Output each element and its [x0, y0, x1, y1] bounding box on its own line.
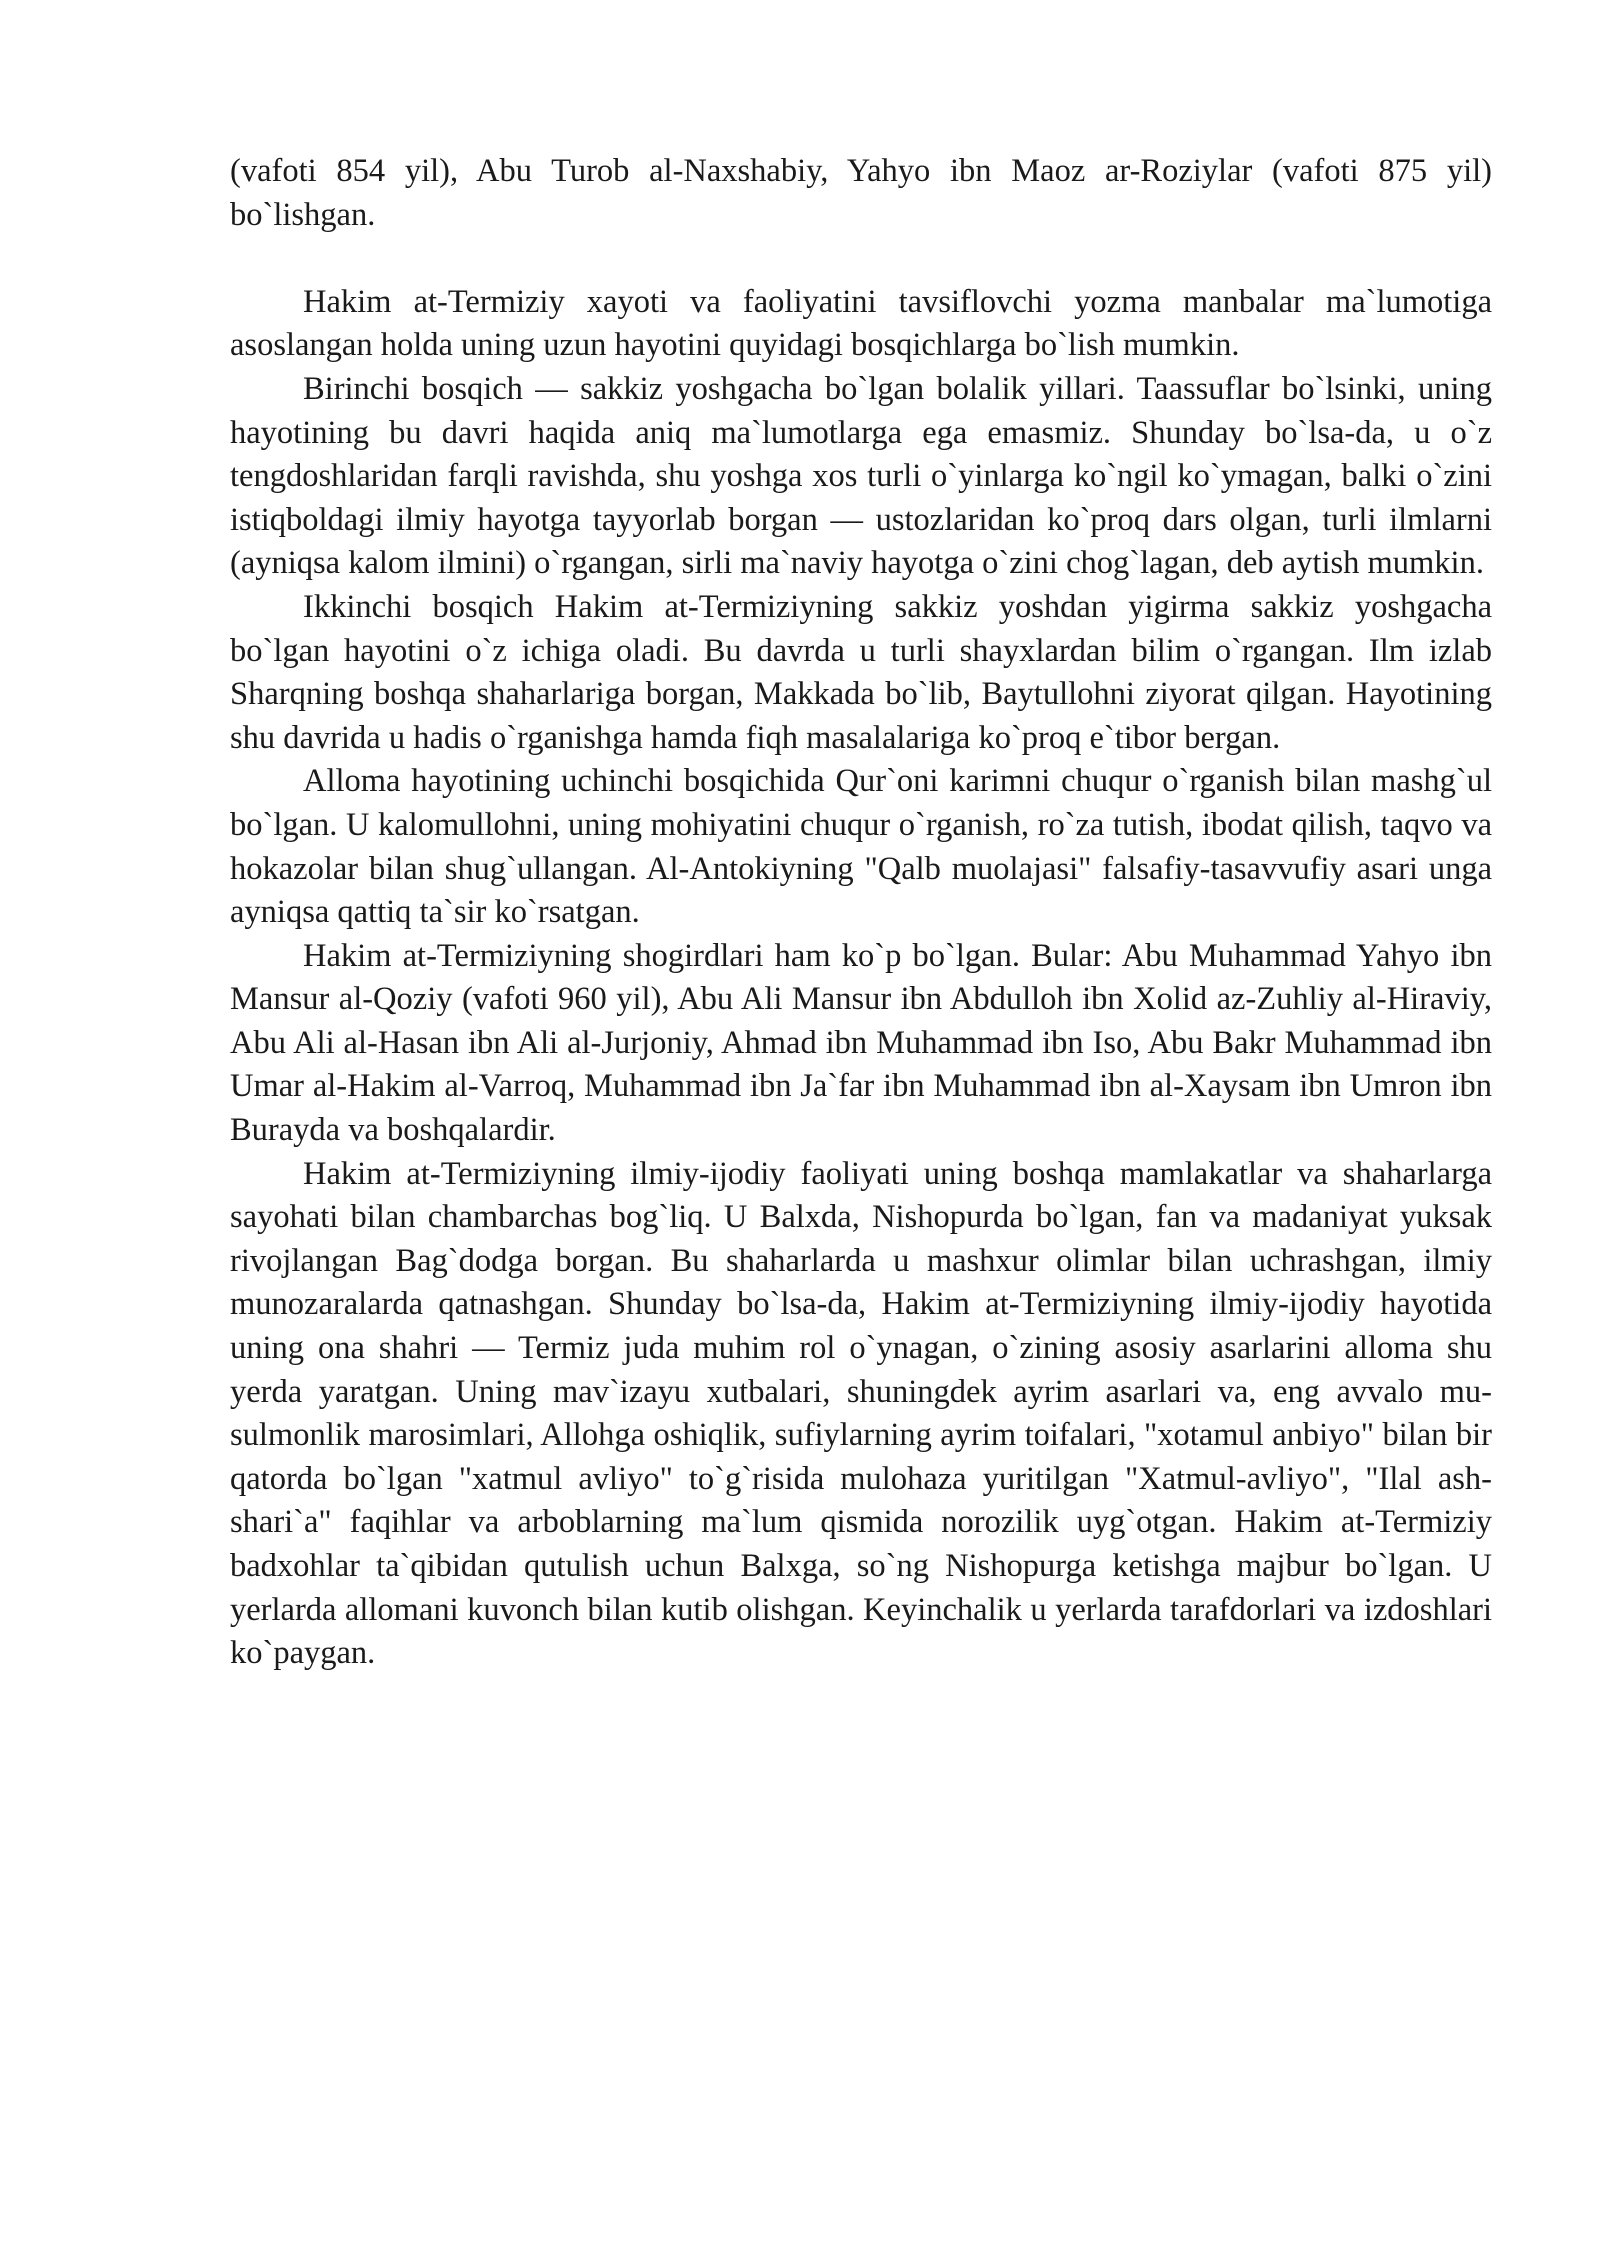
document-page [230, 150, 1492, 1676]
paragraph-students: Hakim at-Termiziyning shogirdlari ham ko`p bo`lgan. Bular: Abu Muhammad Yahyo ibn Mansur al-Qoziy (vafoti 960 yil), Abu Ali Mansur ibn Abdulloh ibn Xolid az-Zuhliy al-Hiraviy, Abu Ali al-Hasan ibn Ali al-Jurjoniy, Ahmad ibn Muhammad ibn Iso, Abu Bakr Muhammad ibn Umar al-Hakim al-Varroq, Muhammad ibn Ja`far ibn Muhammad ibn al-Xaysam ibn Umron ibn Burayda va boshqalardir. [230, 937, 1492, 1149]
paragraph-scholarly-activity: Hakim at-Termiziyning ilmiy-ijodiy faoliyati uning boshqa mamlakatlar va shaharlarga sayohati bilan chambarchas bog`liq. U Balxda, Nishopurda bo`lgan, fan va madaniyat yuksak rivojlangan Bag`dodga borgan. Bu shaharlarda u mashxur olimlar bilan uchrashgan, ilmiy munozaralarda qatnashgan. Shunday bo`lsa-da, Hakim at-Termiziyning ilmiy-ijodiy hayotida uning ona shahri — Termiz juda muhim rol o`ynagan, o`zining asosiy asarlarini alloma shu yerda yaratgan. Uning mav`izayu xutbalari, shuningdek ayrim asarlari va, eng avvalo mu-sulmonlik marosimlari, Allohga oshiqlik, sufiylarning ayrim toifalari, "xotamul anbiyo" bilan bir qatorda bo`lgan "xatmul avliyo" to`g`risida mulohaza yuritilgan "Xatmul-avliyo", "Ilal ash-shari`a" faqihlar va arboblarning ma`lum qismida norozilik uyg`otgan. Hakim at-Termiziy badxohlar ta`qibidan qutulish uchun Balxga, so`ng Nishopurga ketishga majbur bo`lgan. U yerlarda allomani kuvonch bilan kutib olishgan. Keyinchalik u yerlarda tarafdorlari va izdoshlari ko`paygan. [230, 1155, 1492, 1672]
paragraph-first-stage: Birinchi bosqich — sakkiz yoshgacha bo`lgan bolalik yillari. Taassuflar bo`lsinki, uning hayotining bu davri haqida aniq ma`lumotlarga ega emasmiz. Shunday bo`lsa-da, u o`z tengdoshlaridan farqli ravishda, shu yoshga xos turli o`yinlarga ko`ngil ko`ymagan, balki o`zini istiqboldagi ilmiy hayotga tayyorlab borgan — ustozlaridan ko`proq dars olgan, turli ilmlarni (ayniqsa kalom ilmini) o`rgangan, sirli ma`naviy hayotga o`zini chog`lagan, deb aytish mumkin. [230, 370, 1492, 582]
paragraph-third-stage: Alloma hayotining uchinchi bosqichida Qur`oni karimni chuqur o`rganish bilan mashg`ul bo`lgan. U kalomullohni, uning mohiyatini chuqur o`rganish, ro`za tutish, ibodat qilish, taqvo va hokazolar bilan shug`ullangan. Al-Antokiyning "Qalb muolajasi" falsafiy-tasavvufiy asari unga ayniqsa qattiq ta`sir ko`rsatgan. [230, 763, 1492, 931]
paragraph-continuation: (vafoti 854 yil), Abu Turob al-Naxshabiy, Yahyo ibn Maoz ar-Roziylar (vafoti 875 yil) bo`lishgan. [230, 153, 1492, 233]
paragraph-life-stages-intro: Hakim at-Termiziy xayoti va faoliyatini tavsiflovchi yozma manbalar ma`lumotiga asoslangan holda uning uzun hayotini quyidagi bosqichlarga bo`lish mumkin. [230, 283, 1492, 364]
paragraph-second-stage: Ikkinchi bosqich Hakim at-Termiziyning sakkiz yoshdan yigirma sakkiz yoshgacha bo`lgan hayotini o`z ichiga oladi. Bu davrda u turli shayxlardan bilim o`rgangan. Ilm izlab Sharqning boshqa shaharlariga borgan, Makkada bo`lib, Baytullohni ziyorat qilgan. Hayotining shu davrida u hadis o`rganishga hamda fiqh masalalariga ko`proq e`tibor bergan. [230, 588, 1492, 756]
